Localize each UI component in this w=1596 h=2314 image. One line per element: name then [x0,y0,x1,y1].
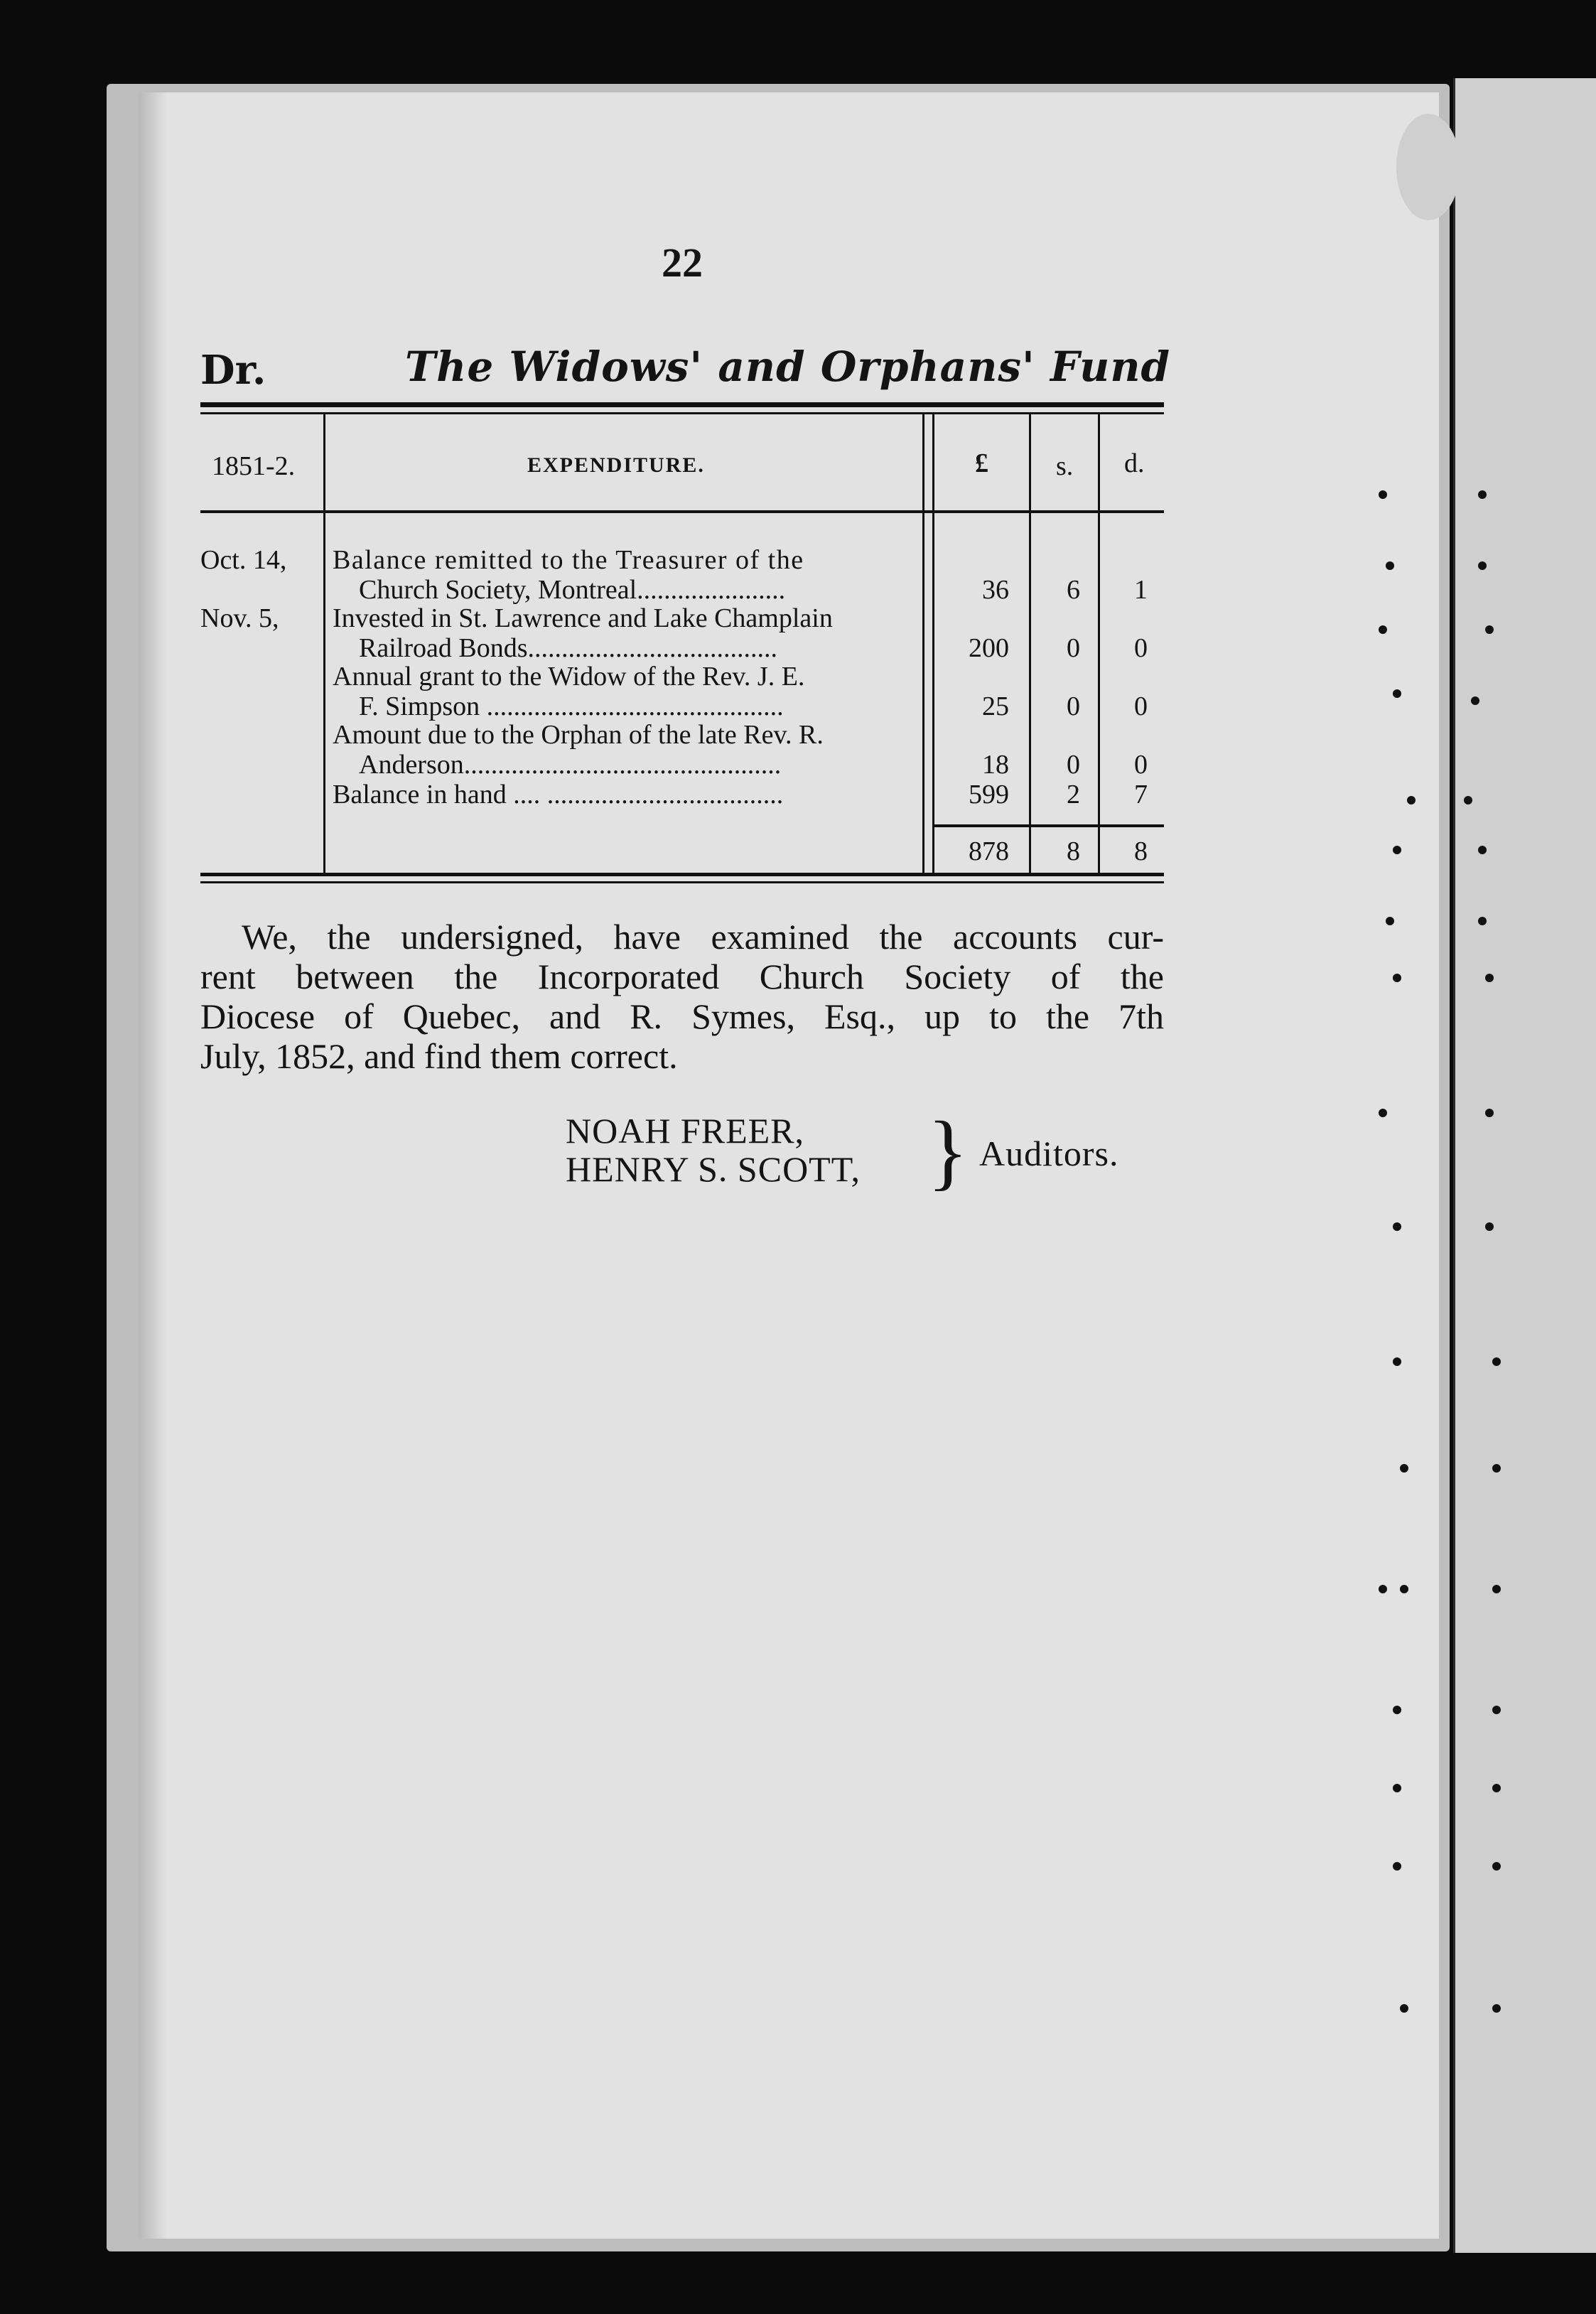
col-header-pounds: £ [975,448,988,478]
expenditure-line: Anderson............................................... [359,750,782,780]
expenditure-line: Balance remitted to the Treasurer of the [333,545,804,575]
date-entry: Oct. 14, [200,545,287,575]
auditor-name: NOAH FREER, [566,1111,805,1151]
col-header-expenditure: EXPENDITURE. [527,453,705,477]
expenditure-line: Church Society, Montreal...................... [359,575,786,605]
expenditure-line: Invested in St. Lawrence and Lake Champlain [333,603,833,633]
total-shillings: 8 [1067,836,1080,866]
page-number: 22 [662,240,703,286]
expenditure-line: Amount due to the Orphan of the late Rev. R. [333,720,824,750]
col-header-pence: d. [1124,448,1145,478]
account-title: The Widows' and Orphans' Fund [405,343,1171,391]
expenditure-line: Balance in hand .... ................................... [333,780,784,809]
debit-label: Dr. [200,347,266,394]
amount-shillings: 2 [1067,780,1080,809]
expenditure-line: Railroad Bonds..................................... [359,633,777,663]
amount-pence: 1 [1134,575,1148,605]
sum-rule [932,824,1164,827]
auditors-label: Auditors. [979,1134,1119,1173]
amount-shillings: 0 [1067,691,1080,721]
expenditure-line: F. Simpson ............................................ [359,691,784,721]
amount-pounds: 18 [982,750,1009,780]
date-entry: Nov. 5, [200,603,279,633]
amount-pence: 0 [1134,750,1148,780]
amount-shillings: 6 [1067,575,1080,605]
statement-line: We, the undersigned, have examined the accounts cur- [242,917,1164,957]
amount-pence: 0 [1134,691,1148,721]
statement-line: rent between the Incorporated Church Society of the [200,957,1164,996]
col-header-shillings: s. [1056,451,1074,481]
statement-line: July, 1852, and find them correct. [200,1036,678,1076]
bottom-rule-thick [200,873,1164,876]
expenditure-line: Annual grant to the Widow of the Rev. J. E. [333,662,805,691]
bottom-rule-thin [200,881,1164,883]
amount-pence: 7 [1134,780,1148,809]
col-header-date: 1851-2. [212,451,296,481]
amount-shillings: 0 [1067,633,1080,663]
col-divider-date [323,414,325,873]
amount-pounds: 36 [982,575,1009,605]
auditor-name: HENRY S. SCOTT, [566,1149,861,1189]
total-pounds: 878 [969,836,1009,866]
page-gutter-shadow [139,92,167,2239]
amount-pounds: 599 [969,780,1009,809]
total-pence: 8 [1134,836,1148,866]
header-rule [200,510,1164,513]
col-divider-expenditure-a [922,414,924,873]
amount-pence: 0 [1134,633,1148,663]
col-divider-expenditure-b [932,414,934,873]
binding-holes [1379,469,1521,2033]
page-tab [1396,114,1460,220]
statement-line: Diocese of Quebec, and R. Symes, Esq., up to the 7th [200,996,1164,1036]
top-rule-thick [200,402,1164,407]
amount-shillings: 0 [1067,750,1080,780]
audit-statement [200,917,1164,1076]
brace-glyph: } [927,1104,969,1198]
top-rule-thin [200,412,1164,414]
amount-pounds: 200 [969,633,1009,663]
amount-pounds: 25 [982,691,1009,721]
